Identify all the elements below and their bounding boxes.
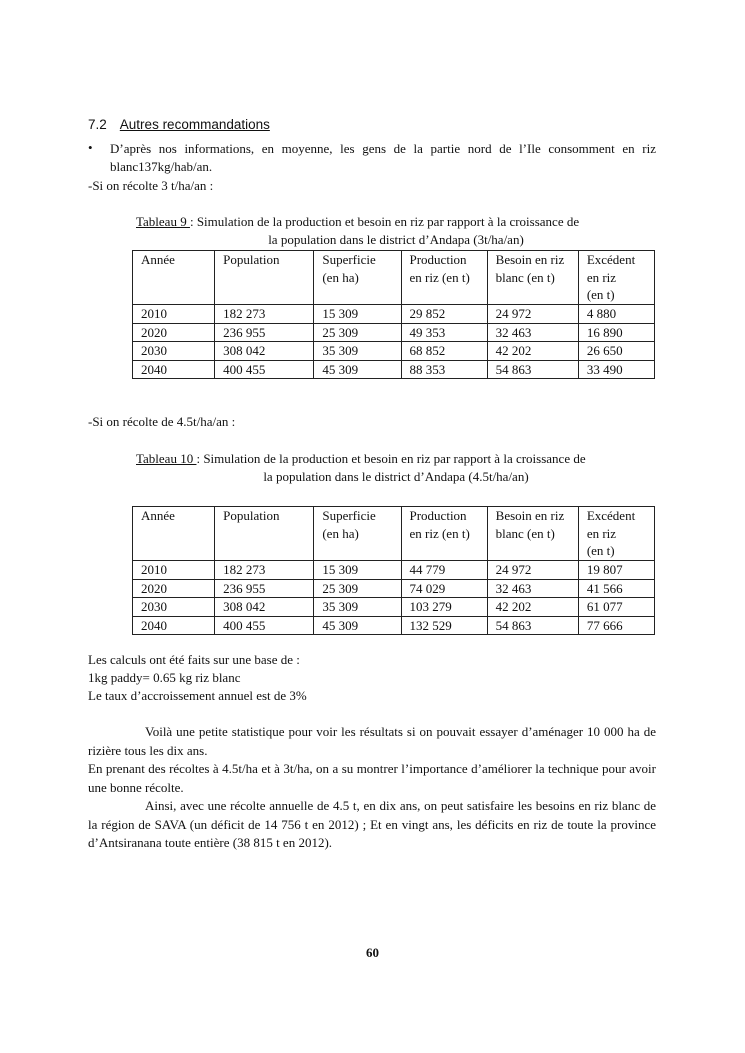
bullet-text: D’après nos informations, en moyenne, les gens de la partie nord de l’Ile consomment en riz blanc137kg/hab/an. (110, 141, 656, 174)
table-cell: 45 309 (314, 616, 401, 635)
header-line: (en t) (586, 287, 615, 302)
header-line: en riz (en t) (409, 525, 470, 541)
table-cell: 24 972 (487, 305, 578, 324)
column-header (487, 507, 578, 561)
header-line: Excédent (586, 252, 636, 267)
table-cell: 32 463 (487, 323, 578, 342)
table-cell: 33 490 (578, 360, 654, 379)
table-row (133, 579, 655, 598)
section-number: 7.2 (88, 117, 107, 132)
header-line: Année (141, 252, 175, 267)
table-cell: 2020 (133, 323, 215, 342)
paragraph-harvest: En prenant des récoltes à 4.5t/ha et à 3t/ha, on a su montrer l’importance d’améliorer la technique pour avoir une bonne récolte. (88, 761, 656, 795)
table-cell: 308 042 (215, 342, 314, 361)
table10-label: Tableau 10 (136, 451, 197, 466)
table-cell: 236 955 (215, 579, 314, 598)
table-cell: 16 890 (578, 323, 654, 342)
table-header-row (133, 251, 655, 305)
table-cell: 236 955 (215, 323, 314, 342)
header-line: Besoin en riz (495, 508, 565, 523)
column-header (314, 251, 401, 305)
case2-intro: -Si on récolte de 4.5t/ha/an : (88, 414, 236, 429)
table-cell: 24 972 (487, 561, 578, 580)
column-header (314, 507, 401, 561)
header-line: Production (409, 252, 467, 267)
column-header (401, 507, 487, 561)
table-cell: 26 650 (578, 342, 654, 361)
column-header (578, 507, 654, 561)
table-cell: 54 863 (487, 360, 578, 379)
table-cell: 25 309 (314, 323, 401, 342)
table-row (133, 323, 655, 342)
header-line: Population (223, 252, 280, 267)
note-base: Les calculs ont été faits sur une base de : (88, 652, 300, 667)
table-cell: 19 807 (578, 561, 654, 580)
note-conversion: 1kg paddy= 0.65 kg riz blanc (88, 670, 241, 685)
table-cell: 68 852 (401, 342, 487, 361)
table10 (132, 506, 655, 635)
column-header (215, 507, 314, 561)
table-cell: 2030 (133, 598, 215, 617)
table-row (133, 561, 655, 580)
table-cell: 2040 (133, 616, 215, 635)
table-cell: 2010 (133, 561, 215, 580)
table-row (133, 342, 655, 361)
column-header (578, 251, 654, 305)
table-cell: 35 309 (314, 342, 401, 361)
table-cell: 182 273 (215, 305, 314, 324)
table-cell: 400 455 (215, 360, 314, 379)
table-cell: 61 077 (578, 598, 654, 617)
table-cell: 4 880 (578, 305, 654, 324)
header-line: (en ha) (322, 269, 359, 285)
column-header (215, 251, 314, 305)
table-cell: 74 029 (401, 579, 487, 598)
bullet-icon: • (88, 140, 93, 155)
header-line: Excédent (586, 508, 636, 523)
bullet-item (88, 140, 656, 176)
column-header (401, 251, 487, 305)
table-cell: 15 309 (314, 305, 401, 324)
header-line: blanc (en t) (495, 525, 555, 541)
header-line: Production (409, 508, 467, 523)
header-line: en riz (en t) (409, 269, 470, 285)
table-row (133, 598, 655, 617)
table-cell: 400 455 (215, 616, 314, 635)
header-line: (en ha) (322, 525, 359, 541)
table-cell: 182 273 (215, 561, 314, 580)
table-cell: 44 779 (401, 561, 487, 580)
table9-title-line1: : Simulation de la production et besoin en riz par rapport à la croissance de (189, 214, 580, 229)
header-line: (en t) (586, 543, 615, 558)
table10-title-line2: la population dans le district d’Andapa (4.5t/ha/an) (263, 469, 529, 484)
note-growth-rate: Le taux d’accroissement annuel est de 3% (88, 688, 307, 703)
table-cell: 88 353 (401, 360, 487, 379)
header-line: Année (141, 508, 175, 523)
table-cell: 45 309 (314, 360, 401, 379)
header-line: Population (223, 508, 280, 523)
table-cell: 35 309 (314, 598, 401, 617)
header-line: blanc (en t) (495, 269, 555, 285)
table-cell: 42 202 (487, 598, 578, 617)
table-cell: 77 666 (578, 616, 654, 635)
table-cell: 103 279 (401, 598, 487, 617)
table10-title-line1: : Simulation de la production et besoin en riz par rapport à la croissance de (196, 451, 586, 466)
table-header-row (133, 507, 655, 561)
table-row (133, 616, 655, 635)
table-cell: 2030 (133, 342, 215, 361)
table10-caption (136, 450, 656, 486)
table-cell: 132 529 (401, 616, 487, 635)
header-line: Besoin en riz (495, 252, 565, 267)
header-line: en riz (586, 269, 617, 285)
column-header (133, 507, 215, 561)
table9-label: Tableau 9 (136, 214, 190, 229)
column-header (487, 251, 578, 305)
paragraph-conclusion: Ainsi, avec une récolte annuelle de 4.5 t, en dix ans, on peut satisfaire les besoins en riz blanc de la région de SAVA (un déficit de 14 756 t en 2012) ; Et en vingt ans, les déficits en riz de toute la province d’Antsiranana toute entière (38 815 t en 2012). (88, 798, 656, 850)
table-cell: 25 309 (314, 579, 401, 598)
header-line: Superficie (322, 252, 376, 267)
table-cell: 2010 (133, 305, 215, 324)
header-line: en riz (586, 525, 617, 541)
table-row (133, 360, 655, 379)
table-cell: 15 309 (314, 561, 401, 580)
paragraph-statistics: Voilà une petite statistique pour voir les résultats si on pouvait essayer d’aménager 10 000 ha de rizière tous les dix ans. (88, 724, 656, 758)
table-cell: 2040 (133, 360, 215, 379)
table-cell: 2020 (133, 579, 215, 598)
table-cell: 29 852 (401, 305, 487, 324)
table-row (133, 305, 655, 324)
page-number: 60 (366, 945, 379, 960)
table-cell: 308 042 (215, 598, 314, 617)
table9-title-line2: la population dans le district d’Andapa (3t/ha/an) (268, 232, 524, 247)
table-cell: 42 202 (487, 342, 578, 361)
section-title: Autres recommandations (119, 117, 270, 132)
table9-caption (136, 213, 656, 249)
table9 (132, 250, 655, 379)
table-cell: 54 863 (487, 616, 578, 635)
column-header (133, 251, 215, 305)
section-heading (88, 117, 270, 132)
table-cell: 32 463 (487, 579, 578, 598)
table-cell: 41 566 (578, 579, 654, 598)
case1-intro: -Si on récolte 3 t/ha/an : (88, 178, 214, 193)
table-cell: 49 353 (401, 323, 487, 342)
header-line: Superficie (322, 508, 376, 523)
